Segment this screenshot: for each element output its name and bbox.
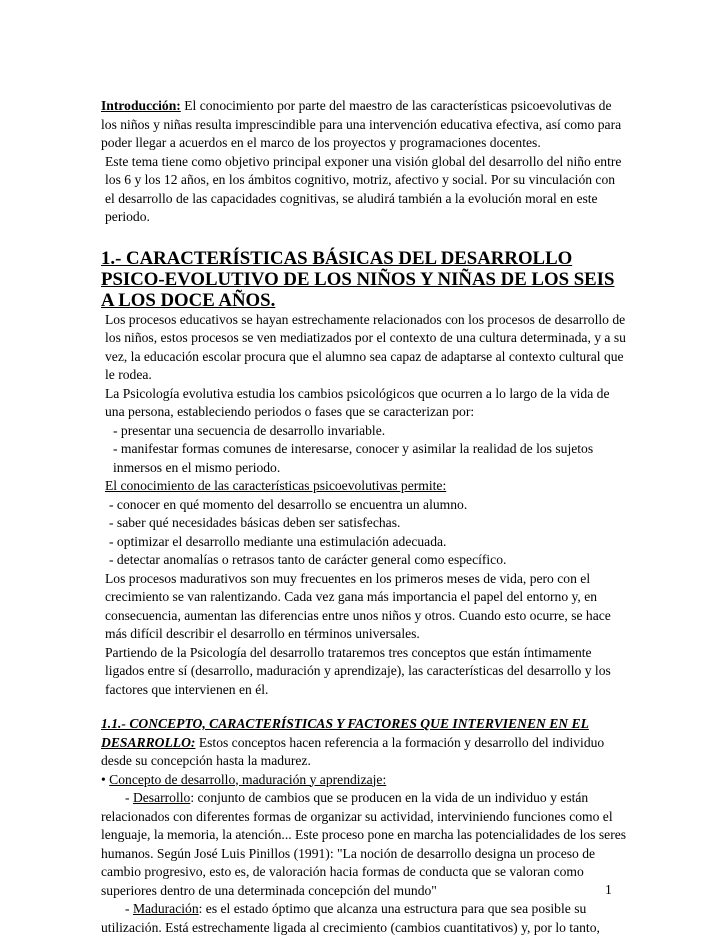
knowledge-title: El conocimiento de las características psicoevolutivas permite: — [105, 478, 447, 493]
section-1-heading: 1.- CARACTERÍSTICAS BÁSICAS DEL DESARROLLO PSICO-EVOLUTIVO DE LOS NIÑOS Y NIÑAS DE LOS SEIS A LOS DOCE AÑOS. — [101, 247, 615, 311]
desarrollo-definition — [101, 789, 628, 900]
list-item: - detectar anomalías o retrasos tanto de carácter general como específico. — [109, 552, 507, 567]
list-item: - presentar una secuencia de desarrollo invariable. — [113, 422, 386, 438]
bullet-title: Concepto de desarrollo, maduración y aprendizaje: — [109, 771, 387, 787]
maduracion-term: Maduración — [132, 901, 199, 916]
page-number: 1 — [605, 882, 612, 897]
bullet-icon: • — [101, 771, 106, 787]
section-1-paragraph-4: Partiendo de la Psicología del desarrollo trataremos tres conceptos que están íntimamente ligados entre sí (desarrollo, maduración y aprendizaje), las características del desarrollo y los factores que intervienen en él. — [105, 644, 611, 697]
list-item: - optimizar el desarrollo mediante una estimulación adecuada. — [109, 533, 447, 549]
intro-label: Introducción: — [101, 98, 181, 113]
section-1-1-title: 1.1.- CONCEPTO, CARACTERÍSTICAS Y FACTORES QUE INTERVIENEN EN EL DESARROLLO: — [101, 716, 589, 750]
maduracion-prefix: - — [125, 901, 133, 916]
intro-paragraph — [101, 97, 628, 153]
section-1-paragraph-2: La Psicología evolutiva estudia los cambios psicológicos que ocurren a lo largo de la vida de una persona, estableciendo periodos o fases que se caracterizan por: — [105, 385, 610, 419]
section-1-paragraph-3: Los procesos madurativos son muy frecuentes en los primeros meses de vida, pero con el crecimiento se van ralentizando. Cada vez gana más importancia el papel del entorno y, en consecuencia, aumentan las diferencias entre unos niños y otros. Cuando esto ocurre, se hace más difícil describir el desarrollo en términos universales. — [105, 570, 611, 641]
desarrollo-text: : conjunto de cambios que se producen en la vida de un individuo y están relacionados con diferentes formas de organizar su actividad, interviniendo funciones como el lenguaje, la memoria, la atención... Este proceso pone en marcha las potencialidades de los seres humanos. Según José Luis Pinillos (1991): "La noción de desarrollo designa un proceso de cambio progresivo, esto es, de valoración hacia formas de conducta que se valoran como superiores dentro de una determinada concepción del mundo" — [101, 790, 627, 898]
maduracion-definition — [101, 900, 628, 937]
bullet-concepts — [101, 771, 628, 790]
maduracion-text: : es el estado óptimo que alcanza una estructura para que sea posible su utilización. Está estrechamente ligada al crecimiento (cambios cuantitativos) y, por lo tanto, — [101, 901, 600, 935]
list-item: - conocer en qué momento del desarrollo se encuentra un alumno. — [109, 496, 468, 512]
section-1-paragraph-1: Los procesos educativos se hayan estrechamente relacionados con los procesos de desarrollo de los niños, estos procesos se ven mediatizados por el contexto de una cultura determinada, y a su vez, la educación escolar procura que el alumno sea capaz de adaptarse al contexto cultural que le rodea. — [105, 311, 626, 382]
page-content — [101, 97, 628, 937]
section-1-1-intro: Estos conceptos hacen referencia a la formación y desarrollo del individuo desde su concepción hasta la madurez. — [101, 734, 605, 768]
section-1-1-heading — [101, 715, 628, 771]
list-item: - saber qué necesidades básicas deben ser satisfechas. — [109, 515, 401, 530]
desarrollo-prefix: - — [125, 790, 133, 805]
desarrollo-term: Desarrollo — [132, 790, 191, 805]
intro-text: El conocimiento por parte del maestro de las características psicoevolutivas de los niños y niñas resulta imprescindible para una intervención educativa efectiva, así como para poder llegar a acuerdos en el marco de los proyectos y programaciones docentes. — [101, 98, 622, 150]
intro-paragraph-2: Este tema tiene como objetivo principal exponer una visión global del desarrollo del niño entre los 6 y los 12 años, en los ámbitos cognitivo, motriz, afectivo y social. Por su vinculación con el desarrollo de las capacidades cognitivas, se aludirá también a la evolución moral en este periodo. — [105, 153, 622, 224]
list-item: - manifestar formas comunes de interesarse, conocer y asimilar la realidad de los sujetos inmersos en el mismo periodo. — [113, 441, 594, 475]
